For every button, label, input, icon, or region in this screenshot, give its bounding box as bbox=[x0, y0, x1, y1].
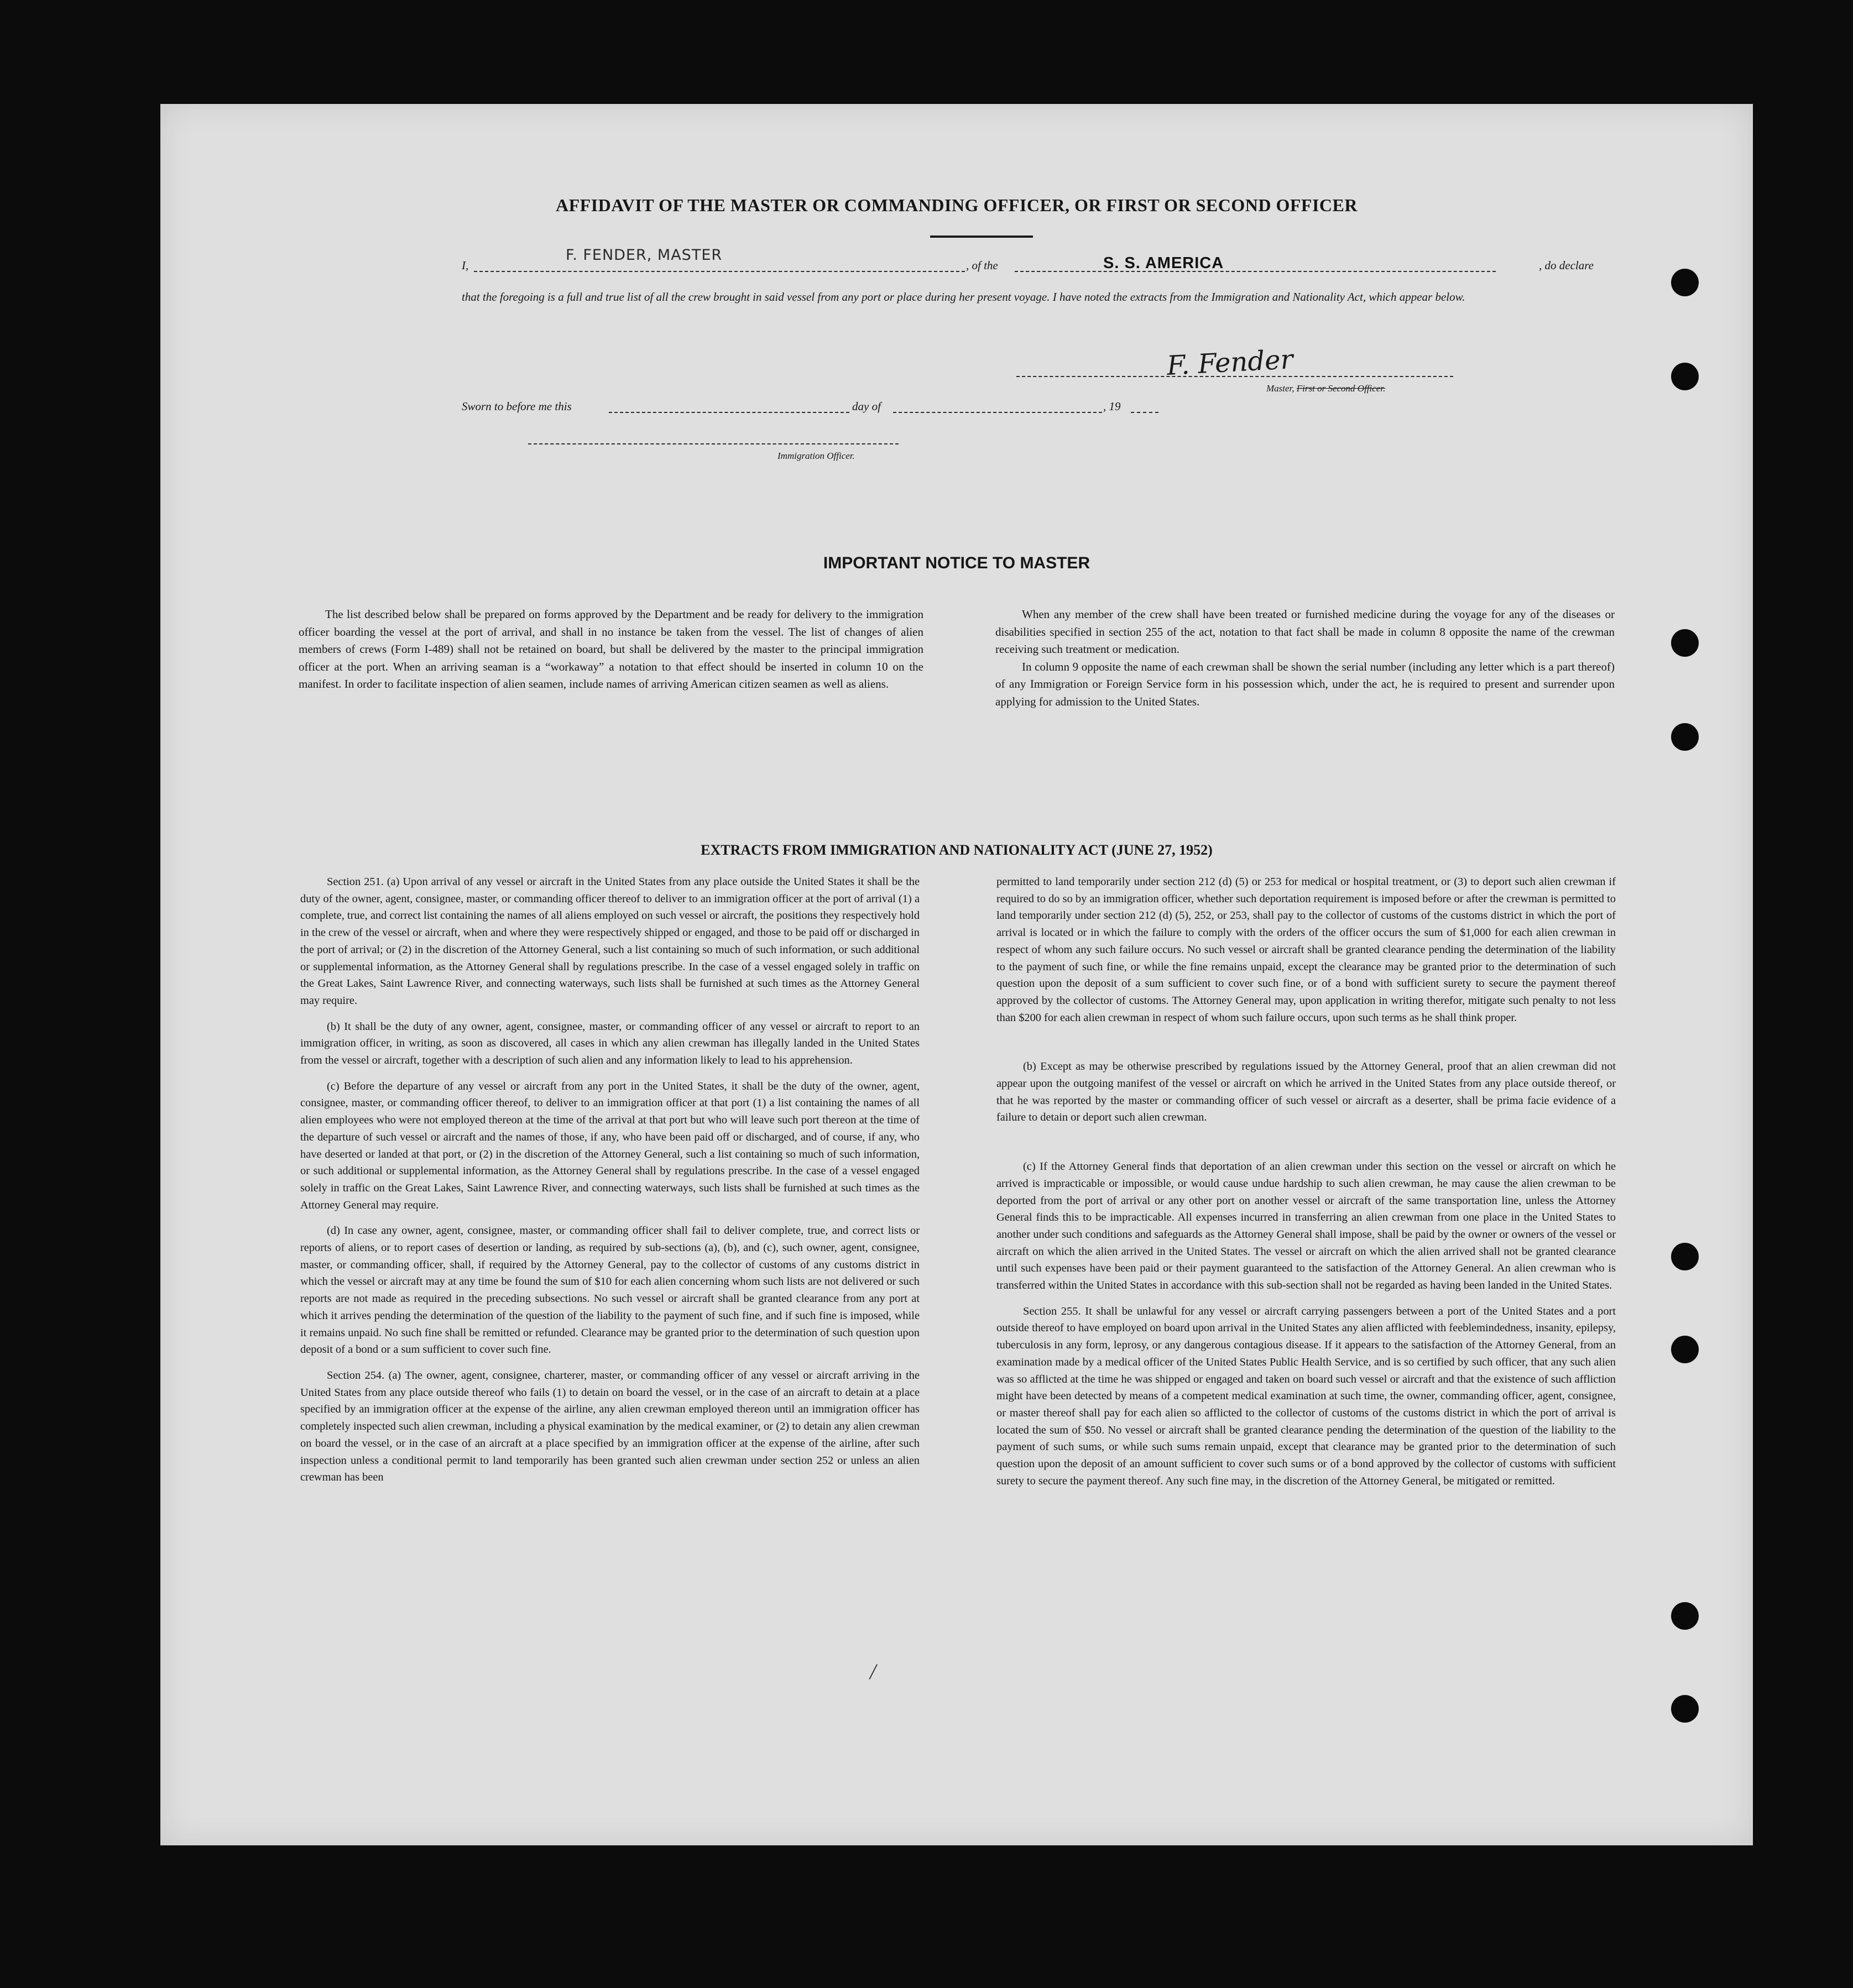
section-254-c: (c) If the Attorney General finds that deportation of an alien crewman under this section on the vessel or aircraft on which he arrived is impracticable or impossible, or would cause undue hardship to such alien crewman, he may cause the alien crewman to be deported from the port of arrival or any other port on another vessel or aircraft of the same transportation line, unless the Attorney General finds this to be impracticable. All expenses incurred in transferring an alien crewman from one place in the United States to another under such conditions and safeguards as the Attorney General shall impose, shall be paid by the owner or owners of the vessel or aircraft on which the alien arrived in the United States. The vessel or aircraft on which the alien arrived shall not be granted clearance until such expenses have been paid or their payment guaranteed to the satisfaction of the Attorney General. An alien crewman who is transferred within the United States in accordance with this sub-section shall not be regarded as having been landed in the United States. bbox=[996, 1160, 1616, 1292]
vessel-name: S. S. AMERICA bbox=[1103, 254, 1224, 272]
notice-left-column bbox=[299, 606, 923, 693]
section-251-b: (b) It shall be the duty of any owner, agent, consignee, master, or commanding officer of any vessel or aircraft to report to an immigration officer, in writing, as soon as discovered, all cases in which any alien crewman has illegally landed in the United States from the vessel or aircraft, together with a description of such alien and any information likely to lead to his apprehension. bbox=[300, 1020, 920, 1067]
extracts-right-column bbox=[996, 873, 1616, 1499]
signer-title-struck: First or Second Officer. bbox=[1296, 383, 1386, 394]
immigration-officer-label: Immigration Officer. bbox=[777, 451, 855, 461]
word-do-declare: , do declare bbox=[1539, 259, 1594, 272]
section-251-d: (d) In case any owner, agent, consignee, master, or commanding officer shall fail to deliver complete, true, and correct lists or reports of aliens, or to report cases of desertion or landing, as required by sub-sections (a), (b), and (c), such owner, agent, consignee, master, or commanding officer, shall, if required by the Attorney General, pay to the collector of customs of any customs district in which the vessel or aircraft may at any time be found the sum of $10 for each alien concerning whom such lists are not delivered or such reports are not made as required in the preceding subsections. No such vessel or aircraft shall be granted clearance from any port at which it arrives pending the determination of the question of the liability to the payment of such fine, and if such fine is imposed, while it remains unpaid. No such fine shall be remitted or refunded. Clearance may be granted prior to the determination of such question upon deposit of a bond or a sum sufficient to cover such fine. bbox=[300, 1225, 920, 1356]
section-254-b: (b) Except as may be otherwise prescribed by regulations issued by the Attorney General, proof that an alien crewman did not appear upon the outgoing manifest of the vessel or aircraft on which he arrived in the United States from any place outside thereof, or that he was reported by the master or commanding officer of such vessel or aircraft as a deserter, shall be prima facie evidence of a failure to detain or deport such alien crewman. bbox=[996, 1060, 1616, 1124]
sworn-month-blank bbox=[893, 412, 1102, 413]
page-mark: / bbox=[870, 1659, 876, 1684]
document-page bbox=[160, 104, 1753, 1845]
punch-hole bbox=[1671, 1336, 1699, 1363]
punch-hole bbox=[1671, 1243, 1699, 1270]
immigration-officer-line bbox=[528, 443, 899, 444]
affidavit-title: AFFIDAVIT OF THE MASTER OR COMMANDING OFFICER, OR FIRST OR SECOND OFFICER bbox=[556, 195, 1358, 215]
vessel-blank bbox=[1015, 271, 1496, 272]
punch-hole bbox=[1671, 723, 1699, 751]
notice-paragraph: The list described below shall be prepared on forms approved by the Department and be ready for delivery to the immigration officer boarding the vessel at the port of arrival, and shall in no instance be taken from the vessel. The list of changes of alien members of crews (Form I-489) shall not be retained on board, but shall be delivered by the master to the principal immigration officer at the port. When an arriving seaman is a “workaway” a notation to that effect should be inserted in column 10 on the manifest. In order to facilitate inspection of alien seamen, include names of arriving American citizen seamen as well as aliens. bbox=[299, 608, 923, 690]
word-i: I, bbox=[462, 259, 469, 272]
signer-title-master: Master, bbox=[1266, 383, 1295, 394]
section-255: Section 255. It shall be unlawful for any vessel or aircraft carrying passengers between a port of the United States and a port outside thereof to have employed on board upon arrival in the United States any alien afflicted with feeblemindedness, insanity, epilepsy, tuberculosis in any form, leprosy, or any dangerous contagious disease. If it appears to the satisfaction of the Attorney General, from an examination made by a medical officer of the United States Public Health Service, and is so certified by such officer, that any such alien was so afflicted at the time he was shipped or engaged and taken on board such vessel or aircraft and that the existence of such affliction might have been detected by means of a competent medical examination at such time, the owner, commanding officer, agent, consignee, or master thereof shall pay for each alien so afflicted to the collector of customs of the customs district in which the port of arrival is located the sum of $50. No vessel or aircraft shall be granted clearance pending the determination of the question of the liability to the payment of such sums, or while such sums remain unpaid, except that clearance may be granted prior to the determination of such question upon the deposit of an amount sufficient to cover such sums or of a bond approved by the collector of customs with sufficient surety to secure the payment thereof. Any such fine may, in the discretion of the Attorney General, be mitigated or remitted. bbox=[996, 1305, 1616, 1487]
title-rule bbox=[930, 236, 1033, 238]
word-of-the: , of the bbox=[966, 259, 998, 272]
section-251-a: Section 251. (a) Upon arrival of any vessel or aircraft in the United States from any place outside the United States it shall be the duty of the owner, agent, consignee, master, or commanding officer thereof to deliver to an immigration officer at the port of arrival (1) a complete, true, and correct list containing the names of all aliens employed on such vessel or aircraft, the positions they respectively hold in the crew of the vessel or aircraft, when and where they were respectively shipped or engaged, and those to be paid off or discharged in the port of arrival; or (2) in the discretion of the Attorney General, such a list containing so much of such information, or such additional or supplemental information, as the Attorney General shall by regulations prescribe. In the case of a vessel engaged solely in traffic on the Great Lakes, Saint Lawrence River, and connecting waterways, such lists shall be furnished at such times as the Attorney General may require. bbox=[300, 876, 920, 1007]
master-signature: F. Fender bbox=[1166, 344, 1294, 381]
sworn-year-blank bbox=[1131, 412, 1158, 413]
notice-paragraph: In column 9 opposite the name of each crewman shall be shown the serial number (including any letter which is a part thereof) of any Immigration or Foreign Service form in his possession which, under the act, he is required to present and surrender upon applying for admission to the United States. bbox=[995, 660, 1615, 708]
extracts-left-column bbox=[300, 873, 920, 1495]
punch-hole bbox=[1671, 363, 1699, 390]
punch-hole bbox=[1671, 629, 1699, 657]
declaration-statement: that the foregoing is a full and true list of all the crew brought in said vessel from any port or place during her present voyage. I have noted the extracts from the Immigration and Nationality Act, which appear below. bbox=[462, 290, 1465, 304]
signer-title bbox=[1266, 383, 1385, 394]
sworn-day-blank bbox=[609, 412, 849, 413]
year-prefix: , 19 bbox=[1103, 400, 1121, 413]
punch-hole bbox=[1671, 269, 1699, 296]
section-251-c: (c) Before the departure of any vessel or aircraft from any port in the United States, it shall be the duty of the owner, agent, consignee, master, or commanding officer thereof, to deliver to an immigration officer at that port (1) a list containing the names of all alien employees who were not employed thereon at the time of the arrival at that port but who will leave such port thereon at the time of the departure of such vessel or aircraft and the names of those, if any, who have been paid off or discharged, and of course, if any, who have deserted or landed at that port, or (2) in the discretion of the Attorney General, such a list containing so much of such information, or such additional or supplemental information, as the Attorney General shall by regulations prescribe. In the case of a vessel engaged solely in traffic on the Great Lakes, Saint Lawrence River, and connecting waterways, such lists shall be furnished at such times as the Attorney General may require. bbox=[300, 1080, 920, 1211]
notice-paragraph: When any member of the crew shall have been treated or furnished medicine during the voyage for any of the diseases or disabilities specified in section 255 of the act, notation to that fact shall be made in column 8 opposite the name of the crewman receiving such treatment or medication. bbox=[995, 608, 1615, 656]
master-name-handwritten: F. FENDER, MASTER bbox=[566, 247, 723, 264]
notice-right-column bbox=[995, 606, 1615, 710]
section-254-a: Section 254. (a) The owner, agent, consignee, charterer, master, or commanding officer of any vessel or aircraft arriving in the United States from any place outside thereof who fails (1) to detain on board the vessel, or in the case of an aircraft to detain at a place specified by an immigration officer at the expense of the airline, any alien crewman employed thereon until an immigration officer has completely inspected such alien crewman, including a physical examination by the medical examiner, or (2) to detain any alien crewman on board the vessel, or in the case of an aircraft at a place specified by an immigration officer at the expense of the airline, after such inspection unless a conditional permit to land temporarily has been granted such alien crewman under section 252 or unless an alien crewman has been bbox=[300, 1369, 920, 1484]
name-blank bbox=[474, 271, 965, 272]
punch-hole bbox=[1671, 1602, 1699, 1630]
signature-line bbox=[1016, 376, 1453, 377]
notice-title: IMPORTANT NOTICE TO MASTER bbox=[823, 554, 1090, 572]
extracts-title: EXTRACTS FROM IMMIGRATION AND NATIONALITY ACT (JUNE 27, 1952) bbox=[701, 842, 1213, 858]
section-254-a-continued: permitted to land temporarily under section 212 (d) (5) or 253 for medical or hospital treatment, or (3) to deport such alien crewman if required to do so by an immigration officer, whether such deportation requirement is imposed before or after the crewman is permitted to land temporarily under section 212 (d) (5), 252, or 253, shall pay to the collector of customs of the customs district in which the port of arrival is located or in which the failure to comply with the orders of the officer occurs the sum of $1,000 for each alien crewman in respect of whom any such failure occurs. No such vessel or aircraft shall be granted clearance pending the determination of the liability to the payment of such fine, or while the fine remains unpaid, except the clearance may be granted prior to the determination of such question upon the deposit of a sum sufficient to cover such fine, or of a bond with sufficient surety to secure the payment thereof approved by the collector of customs. The Attorney General may, upon application in writing therefor, mitigate such penalty to not less than $200 for each alien crewman in respect of whom such failure occurs, upon such terms as he shall think proper. bbox=[996, 876, 1616, 1024]
sworn-prefix: Sworn to before me this bbox=[462, 400, 572, 413]
punch-hole bbox=[1671, 1695, 1699, 1723]
day-of-label: day of bbox=[852, 400, 881, 413]
